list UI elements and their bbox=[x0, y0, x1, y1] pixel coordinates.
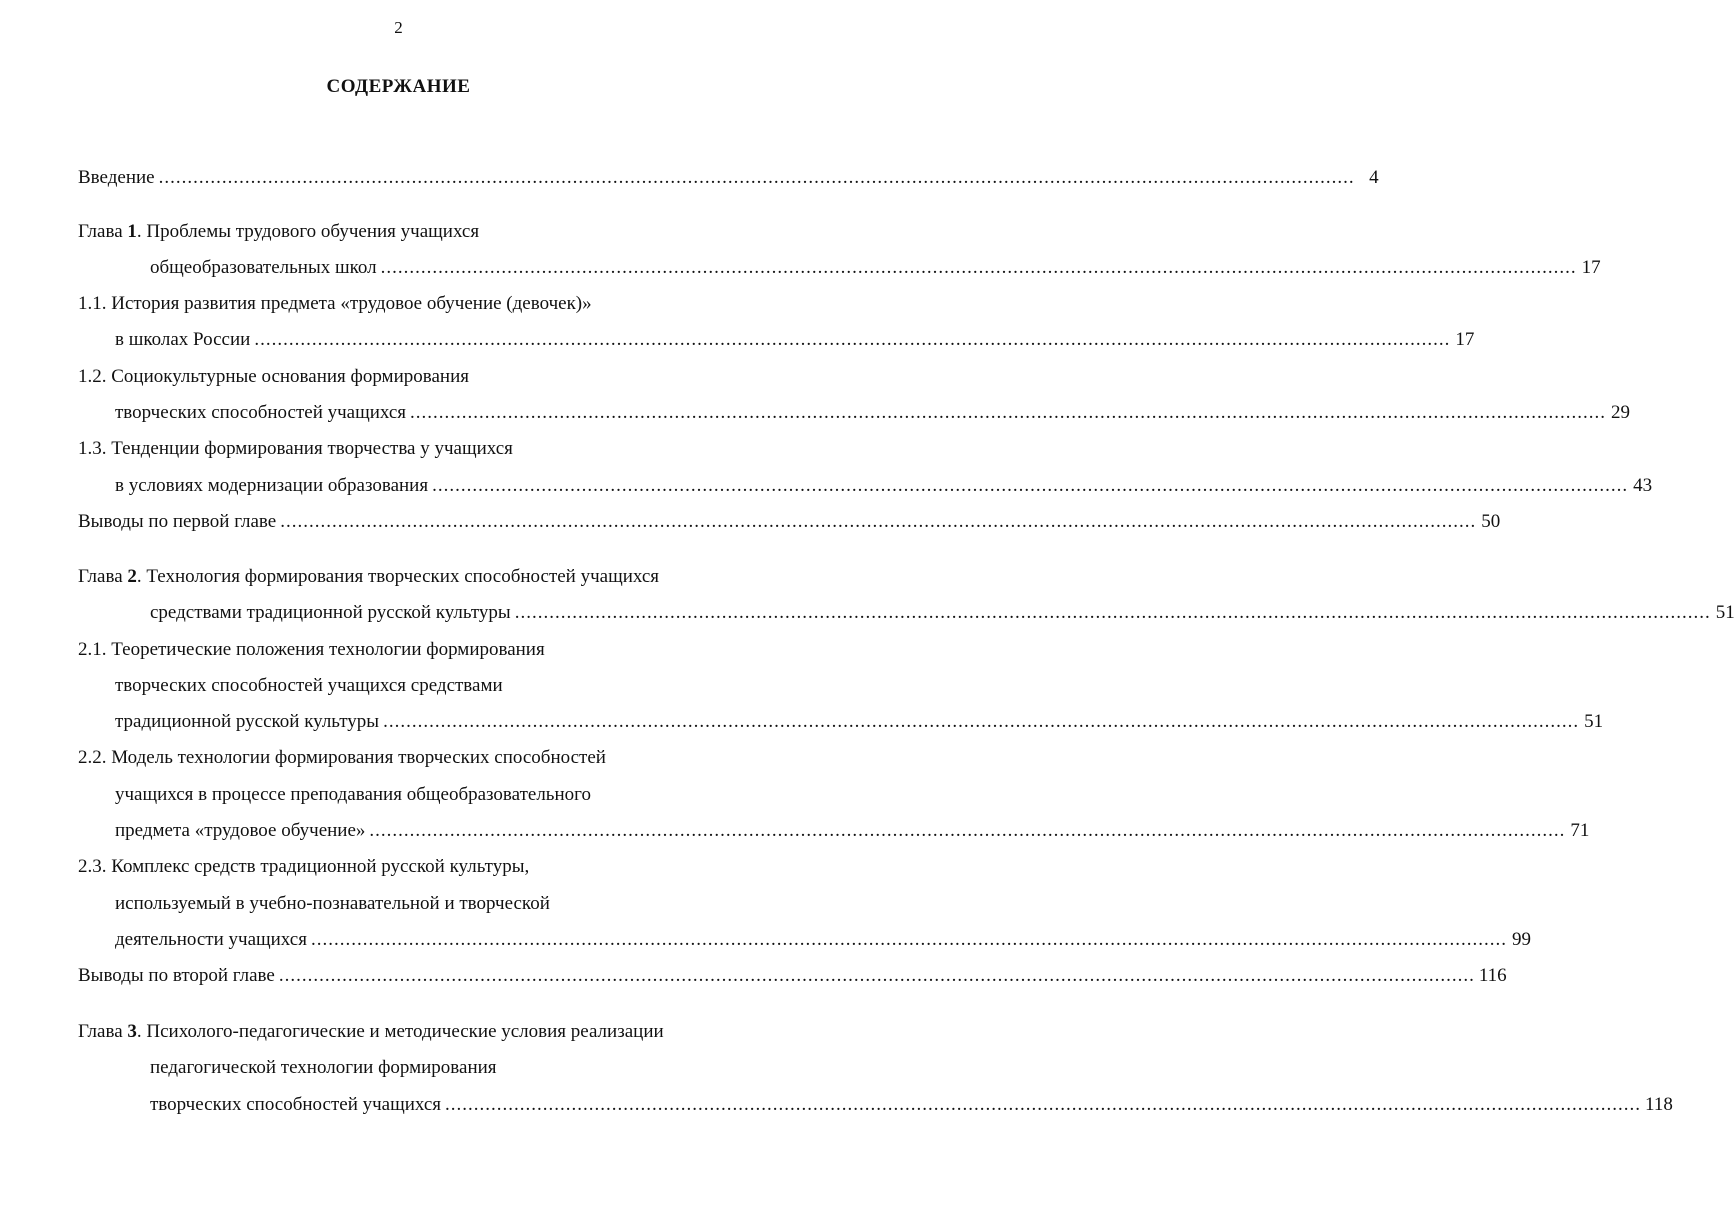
toc-leader: ................................................................................................................................................................................................................ bbox=[310, 929, 1507, 950]
toc-leader: ................................................................................................................................................................................................................ bbox=[383, 711, 1580, 732]
chapter-number: 2 bbox=[127, 566, 137, 587]
toc-chapter-1-heading: Глава 1. Проблемы трудового обучения учащихся bbox=[78, 221, 480, 242]
toc-chapter-2-heading: Глава 2. Технология формирования творческих способностей учащихся bbox=[78, 566, 660, 587]
toc-entry-conclusions-2: Выводы по второй главе ................................................................................................................................................................................................................ 116 bbox=[78, 965, 1507, 986]
toc-entry-section-2-2: предмета «трудовое обучение» ................................................................................................................................................................................................................ 71 bbox=[115, 820, 1590, 841]
toc-page-number: 4 bbox=[1369, 167, 1379, 188]
toc-page-number: 51 bbox=[1715, 602, 1735, 623]
page-number: 2 bbox=[394, 18, 403, 37]
page-title: СОДЕРЖАНИЕ bbox=[326, 76, 471, 97]
toc-entry-section-1-3: в условиях модернизации образования ................................................................................................................................................................................................................ 43 bbox=[115, 475, 1653, 496]
toc-leader: ................................................................................................................................................................................................................ bbox=[432, 475, 1629, 496]
toc-chapter-3-line-2: педагогической технологии формирования bbox=[150, 1057, 497, 1078]
toc-section-1-1-heading: 1.1. История развития предмета «трудовое обучение (девочек)» bbox=[78, 293, 592, 314]
toc-leader: ................................................................................................................................................................................................................ bbox=[514, 602, 1711, 623]
toc-entry-conclusions-1: Выводы по первой главе ................................................................................................................................................................................................................ 50 bbox=[78, 511, 1501, 532]
toc-page-number: 17 bbox=[1581, 257, 1601, 278]
toc-section-1-3-heading: 1.3. Тенденции формирования творчества у учащихся bbox=[78, 438, 513, 459]
toc-section-1-2-heading: 1.2. Социокультурные основания формирования bbox=[78, 366, 469, 387]
toc-section-2-3-heading: 2.3. Комплекс средств традиционной русской культуры, bbox=[78, 856, 530, 877]
toc-entry-text: Введение bbox=[78, 167, 155, 188]
toc-page-number: 17 bbox=[1455, 329, 1475, 350]
toc-leader: ................................................................................................................................................................................................................ bbox=[254, 329, 1451, 350]
toc-page-number: 116 bbox=[1478, 965, 1507, 986]
toc-chapter-3-heading: Глава 3. Психолого-педагогические и методические условия реализации bbox=[78, 1021, 664, 1042]
chapter-number: 1 bbox=[127, 221, 137, 242]
toc-page-number: 51 bbox=[1584, 711, 1604, 732]
toc-section-2-3-line-2: используемый в учебно-познавательной и творческой bbox=[115, 893, 550, 914]
toc-section-2-2-line-2: учащихся в процессе преподавания общеобразовательного bbox=[115, 784, 591, 805]
toc-entry-chapter-3: творческих способностей учащихся ................................................................................................................................................................................................................ 118 bbox=[150, 1094, 1673, 1115]
toc-entry-chapter-2: средствами традиционной русской культуры ................................................................................................................................................................................................................ 51 bbox=[150, 602, 1735, 623]
toc-leader: ................................................................................................................................................................................................................ bbox=[369, 820, 1566, 841]
toc-leader: ................................................................................................................................................................................................................ bbox=[445, 1094, 1642, 1115]
toc-page-number: 118 bbox=[1645, 1094, 1673, 1115]
toc-page-number: 43 bbox=[1633, 475, 1653, 496]
toc-page-number: 71 bbox=[1570, 820, 1590, 841]
toc-section-2-1-heading: 2.1. Теоретические положения технологии формирования bbox=[78, 639, 545, 660]
toc-page-number: 99 bbox=[1511, 929, 1531, 950]
toc-entry-chapter-1: общеобразовательных школ ................................................................................................................................................................................................................ 17 bbox=[150, 257, 1601, 278]
toc-leader: ................................................................................................................................................................................................................ bbox=[380, 257, 1577, 278]
toc-section-2-2-heading: 2.2. Модель технологии формирования творческих способностей bbox=[78, 747, 606, 768]
toc-page-number: 29 bbox=[1611, 402, 1631, 423]
toc-entry-section-2-3: деятельности учащихся ................................................................................................................................................................................................................ 99 bbox=[115, 929, 1531, 950]
chapter-number: 3 bbox=[127, 1021, 137, 1042]
toc-entry-section-2-1: традиционной русской культуры ................................................................................................................................................................................................................ 51 bbox=[115, 711, 1604, 732]
toc-leader: ................................................................................................................................................................................................................ bbox=[410, 402, 1607, 423]
toc-entry-section-1-2: творческих способностей учащихся ................................................................................................................................................................................................................ 29 bbox=[115, 402, 1631, 423]
toc-entry-intro bbox=[78, 166, 1379, 190]
toc-section-2-1-line-2: творческих способностей учащихся средствами bbox=[115, 675, 503, 696]
toc-leader: ................................................................................................................................................................................................................ bbox=[278, 965, 1475, 986]
toc-entry-section-1-1: в школах России ................................................................................................................................................................................................................ 17 bbox=[115, 329, 1475, 350]
toc-leader: ................................................................................................................................................................................................................ bbox=[280, 511, 1477, 532]
toc-leader: ................................................................................................................................................................................................................ bbox=[158, 167, 1355, 188]
toc-page-number: 50 bbox=[1481, 511, 1501, 532]
